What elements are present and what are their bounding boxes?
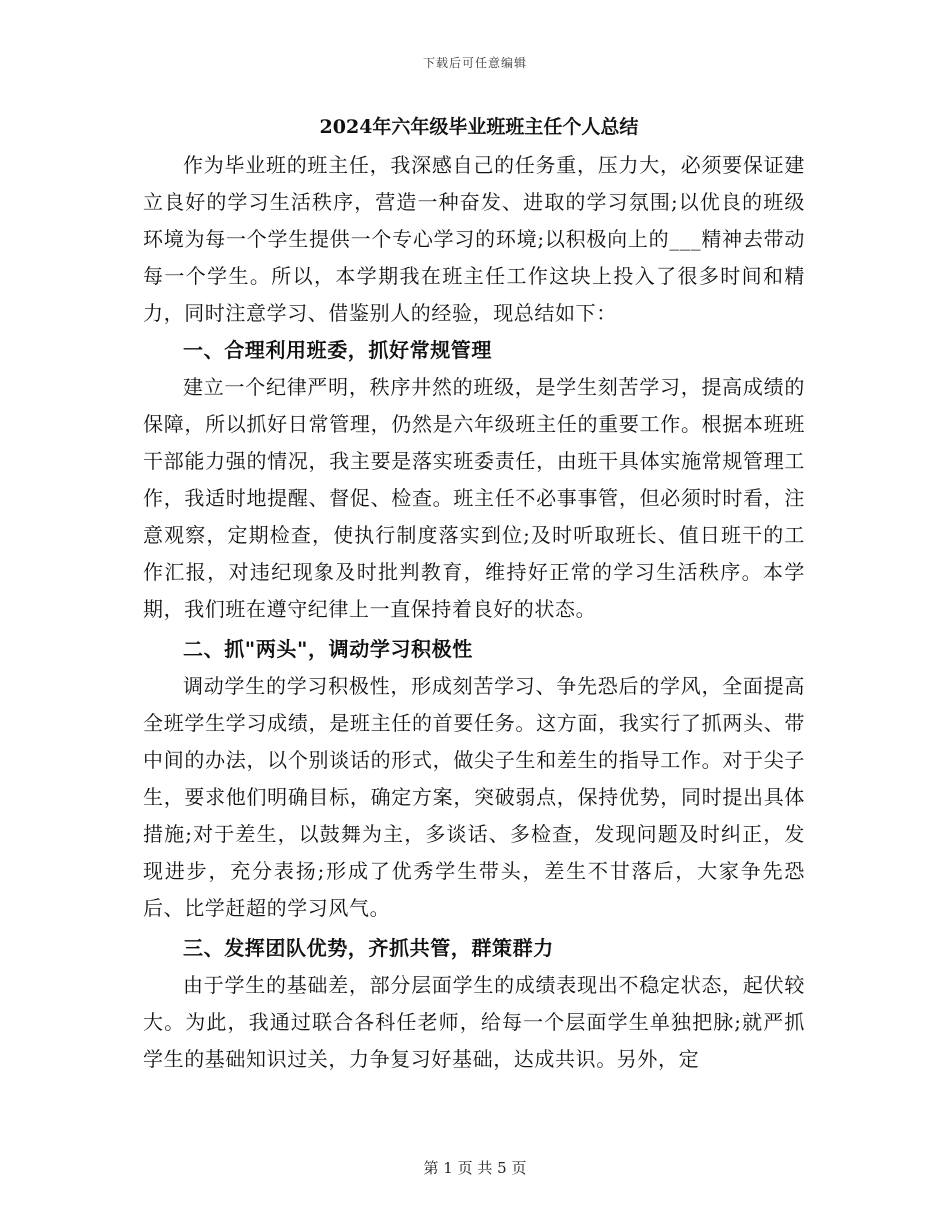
intro-paragraph: 作为毕业班的班主任，我深感自己的任务重，压力大，必须要保证建立良好的学习生活秩序，营造一种奋发、进取的学习氛围;以优良的班级环境为每一个学生提供一个专心学习的环境;以积极向上的___精神去带动每一个学生。所以，本学期我在班主任工作这块上投入了很多时间和精力，同时注意学习、借鉴别人的经验，现总结如下： [143, 153, 805, 325]
section-body-1: 建立一个纪律严明，秩序井然的班级，是学生刻苦学习，提高成绩的保障，所以抓好日常管理，仍然是六年级班主任的重要工作。根据本班班干部能力强的情况，我主要是落实班委责任，由班干具体实施常规管理工作，我适时地提醒、督促、检查。班主任不必事事管，但必须时时看，注意观察，定期检查，使执行制度落实到位;及时听取班长、值日班干的工作汇报，对违纪现象及时批判教育，维持好正常的学习生活秩序。本学期，我们班在遵守纪律上一直保持着良好的状态。 [143, 375, 805, 621]
section-heading-1: 一、合理利用班委，抓好常规管理 [183, 338, 492, 362]
section-heading-3: 三、发挥团队优势，齐抓共管，群策群力 [183, 936, 554, 960]
document-body [143, 113, 805, 1078]
document-title: 2024年六年级毕业班班主任个人总结 [319, 116, 639, 138]
section-body-2: 调动学生的学习积极性，形成刻苦学习、争先恐后的学风，全面提高全班学生学习成绩，是班主任的首要任务。这方面，我实行了抓两头、带中间的办法，以个别谈话的形式，做尖子生和差生的指导工作。对于尖子生，要求他们明确目标，确定方案，突破弱点，保持优势，同时提出具体措施;对于差生，以鼓舞为主，多谈话、多检查，发现问题及时纠正，发现进步，充分表扬;形成了优秀学生带头，差生不甘落后，大家争先恐后、比学赶超的学习风气。 [143, 674, 806, 920]
header-note: 下载后可任意编辑 [422, 56, 527, 70]
page-indicator: 第 1 页 共 5 页 [423, 1159, 527, 1177]
section-heading-2: 二、抓"两头"，调动学习积极性 [183, 637, 473, 661]
section-body-3: 由于学生的基础差，部分层面学生的成绩表现出不稳定状态，起伏较大。为此，我通过联合各科任老师，给每一个层面学生单独把脉;就严抓学生的基础知识过关，力争复习好基础，达成共识。另外，定 [143, 973, 805, 1071]
